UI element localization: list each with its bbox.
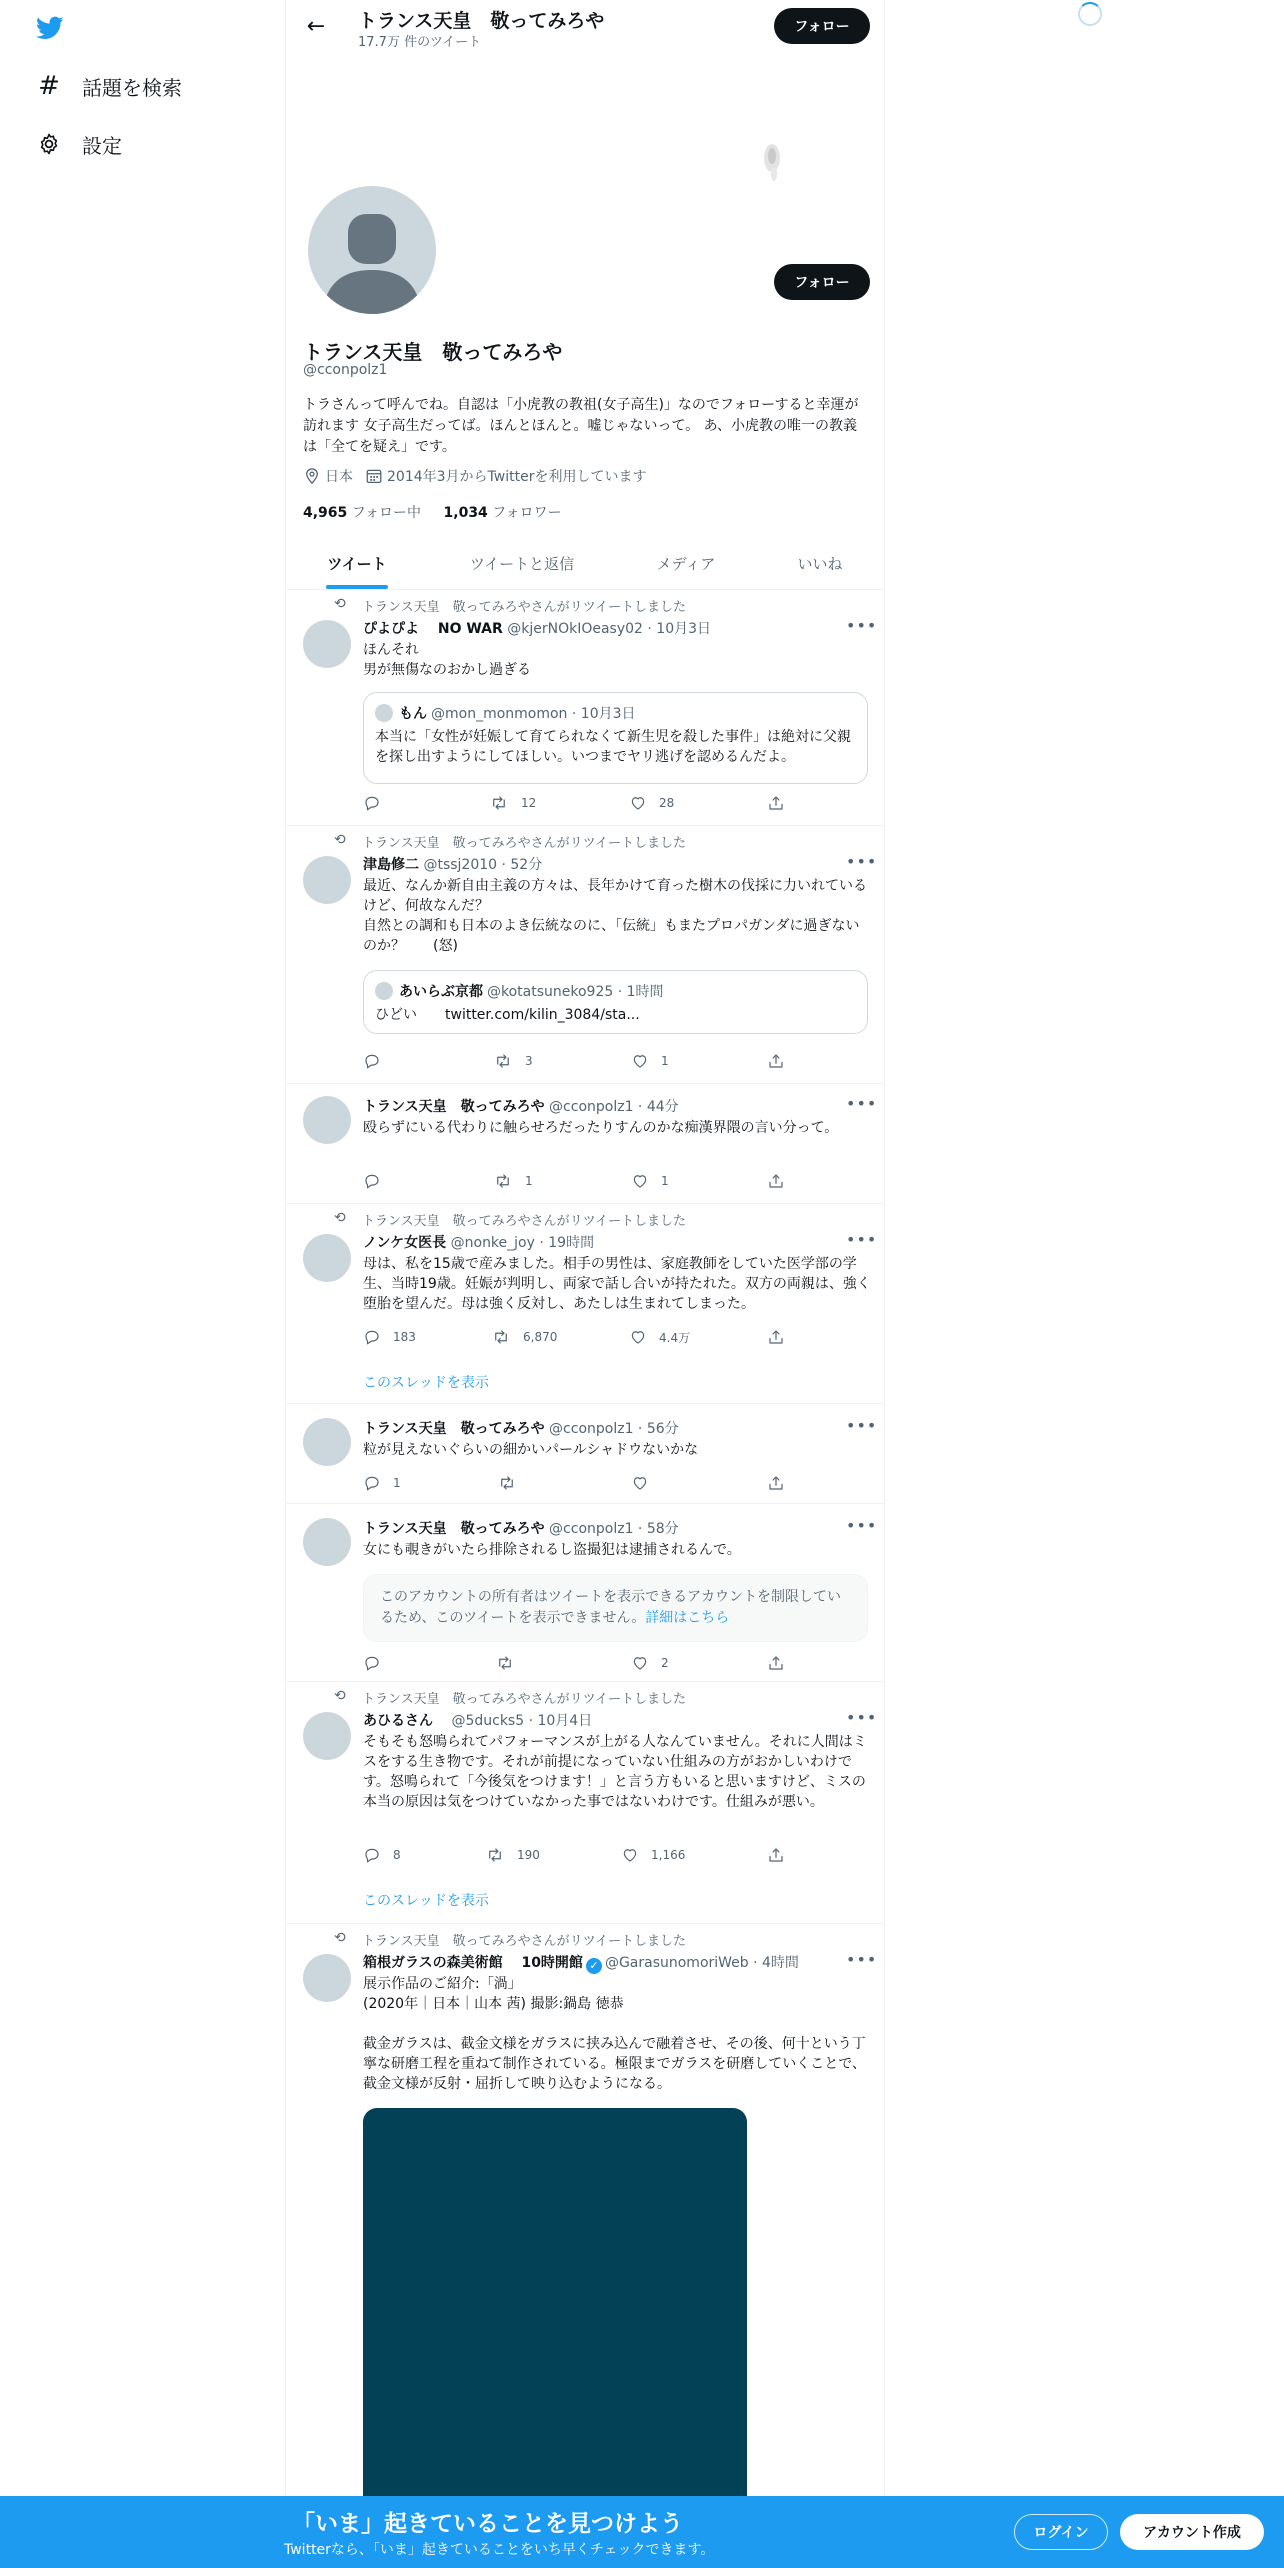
quote-header [375,703,856,723]
retweet-indicator-icon: ⟲ [334,1210,346,1226]
gear-icon [36,131,62,157]
retweet-icon [485,1846,505,1864]
like-button[interactable] [629,1328,690,1346]
tweet-header [363,1518,679,1538]
quote-text: 本当に「女性が妊娠して育てられなくて新生児を殺した事件」は絶対に父親を探し出すようにしてほしい。いつまでヤリ逃げを認めるんだよ。 [375,729,851,765]
restricted-tweet-notice [363,1574,868,1642]
share-button[interactable] [767,1654,797,1672]
tweet-header [363,1232,594,1252]
share-button[interactable] [767,1474,797,1492]
tweet-author-name[interactable]: トランス天皇 敬ってみろや [363,1521,545,1537]
reply-icon [363,1052,381,1070]
avatar[interactable] [303,1096,351,1144]
tweet[interactable] [286,1204,884,1404]
profile-counts [303,502,562,522]
signup-prompt-bar [0,2496,1284,2568]
retweet-button[interactable] [495,1654,527,1672]
tweet[interactable] [286,1504,884,1682]
heart-icon [631,1052,649,1070]
retweet-indicator-icon: ⟲ [334,1688,346,1704]
tweet-text: 母は、私を15歳で産みました。相手の男性は、家庭教師をしていた医学部の学生、当時19歳。妊娠が判明し、両家で話し合いが持たれた。双方の両親は、強く堕胎を望んだ。母は強く反対し、あたしは生まれてしまった。 [363,1256,871,1312]
tweet[interactable] [286,1924,884,2568]
retweet-count: 12 [521,796,537,810]
reply-icon [363,1328,381,1346]
like-button[interactable] [631,1052,669,1070]
tweet-text: ほんそれ 男が無傷なのおかし過ぎる [363,642,531,678]
signup-prompt-title: 「いま」起きていることを見つけよう [292,2511,683,2537]
share-button[interactable] [767,794,797,812]
heart-icon [631,1654,649,1672]
default-avatar-icon [308,186,436,314]
more-options-icon[interactable]: ••• [846,852,878,871]
tab-media[interactable]: メディア [656,555,716,573]
show-thread-link[interactable]: このスレッドを表示 [363,1375,489,1391]
tweet-header [363,1952,799,1974]
retweet-icon [495,1654,515,1672]
quote-author-handle: @mon_monmomon · 10月3日 [431,706,636,722]
tweet-author-name[interactable]: ぴよぴよ NO WAR [363,621,503,637]
nav-explore-label: 話題を検索 [82,75,182,100]
heart-icon [631,1474,649,1492]
heart-icon [629,794,647,812]
retweet-note: トランス天皇 敬ってみろやさんがリツイートしました [362,836,686,851]
tweet-text: 殴らずにいる代わりに触らせろだったりすんのかな痴漢界隈の言い分って。 [363,1120,839,1136]
avatar[interactable] [303,1418,351,1466]
retweet-count: 190 [517,1848,540,1862]
profile-follow-button[interactable]: フォロー [774,264,870,300]
tab-active-indicator [326,585,388,589]
quote-avatar [375,982,393,1000]
avatar[interactable] [303,1234,351,1282]
share-icon [767,1052,785,1070]
header-follow-button[interactable]: フォロー [774,8,870,44]
back-arrow-icon[interactable]: ← [306,13,326,39]
quote-tweet[interactable] [363,692,868,784]
tweet[interactable] [286,826,884,1084]
banner-smoke-image [746,134,796,194]
nav-settings[interactable] [36,124,122,164]
more-options-icon[interactable]: ••• [846,1516,878,1535]
tweet-author-handle[interactable]: @tssj2010 · 52分 [423,857,543,873]
retweet-indicator-icon: ⟲ [334,1930,346,1946]
profile-joined [365,466,646,486]
tweet-author-handle[interactable]: @cconpolz1 · 44分 [549,1099,679,1115]
retweet-count: 6,870 [523,1330,558,1344]
share-button[interactable] [767,1172,797,1190]
quote-avatar [375,704,393,722]
more-options-icon[interactable]: ••• [846,1416,878,1435]
tweet-actions [363,1474,803,1494]
like-count: 2 [661,1656,669,1670]
tweet-text: 展示作品のご紹介:「渦」 (2020年｜日本｜山本 茜) 撮影:鍋島 徳恭 截金ガラスは、截金文様をガラスに挟み込んで融着させ、その後、何十という丁寧な研磨工程を重ねて制作されている。極限までガラスを研磨していくことで、截金文様が反射・屈折して映り込むようになる。 [363,1976,866,2092]
quote-tweet[interactable] [363,970,868,1034]
following-count: 4,965 [303,505,348,521]
tweet-author-handle[interactable]: @kjerNOkIOeasy02 · 10月3日 [507,621,712,637]
share-icon [767,794,785,812]
tweet-actions [363,1052,803,1072]
signup-prompt-subtitle: Twitterなら、「いま」起きていることをいち早くチェックできます。 [284,2542,715,2558]
reply-button[interactable] [363,1846,401,1864]
more-options-icon[interactable]: ••• [846,1230,878,1249]
heart-icon [621,1846,639,1864]
tweet-text: 女にも覗きがいたら排除されるし盗撮犯は逮捕されるんで。 [363,1542,741,1558]
reply-icon [363,1846,381,1864]
tweet-author-name[interactable]: トランス天皇 敬ってみろや [363,1421,545,1437]
share-icon [767,1846,785,1864]
retweet-count: 1 [525,1174,533,1188]
share-icon [767,1474,785,1492]
retweet-button[interactable] [489,794,536,812]
like-count: 1 [661,1174,669,1188]
tweet-actions [363,1328,803,1348]
followers-link[interactable] [444,505,562,521]
reply-button[interactable] [363,1052,393,1070]
tweet-author-name[interactable]: トランス天皇 敬ってみろや [363,1099,545,1115]
profile-name: トランス天皇 敬ってみろや [303,340,563,364]
show-thread-link[interactable]: このスレッドを表示 [363,1893,489,1909]
avatar[interactable] [303,620,351,668]
retweet-icon [489,794,509,812]
like-button[interactable] [629,794,674,812]
retweet-button[interactable] [485,1846,540,1864]
learn-more-link[interactable]: 詳細はこちら [645,1610,730,1626]
tweet-actions [363,794,803,814]
retweet-button[interactable] [493,1172,533,1190]
profile-location-text: 日本 [325,469,353,485]
profile-location [303,466,353,486]
avatar[interactable] [303,856,351,904]
retweet-button[interactable] [493,1052,533,1070]
reply-icon [363,794,381,812]
share-button[interactable] [767,1052,797,1070]
like-count: 1,166 [651,1848,686,1862]
more-options-icon[interactable]: ••• [846,616,878,635]
tweet-actions [363,1654,803,1674]
verified-badge-icon: ✓ [586,1958,602,1974]
reply-button[interactable] [363,1654,393,1672]
like-button[interactable] [621,1846,685,1864]
heart-icon [631,1172,649,1190]
tweet-author-name[interactable]: ノンケ女医長 [363,1235,447,1251]
tweet-text: 最近、なんか新自由主義の方々は、長年かけて育った樹木の伐採に力いれているけど、何故なんだ？ 自然との調和も日本のよき伝統なのに、「伝統」もまたプロパガンダに過ぎないのか？ (怒) [363,878,867,954]
profile-bio: トラさんって呼んでね。自認は「小虎教の教祖(女子高生)」なのでフォローすると幸運が訪れます 女子高生だってば。ほんとほんと。嘘じゃないって。 あ、小虎教の唯一の教義は「全てを疑え」です。 [303,397,859,455]
tweet-header [363,854,542,874]
retweet-note: トランス天皇 敬ってみろやさんがリツイートしました [362,1934,686,1949]
share-icon [767,1172,785,1190]
retweet-indicator-icon: ⟲ [334,832,346,848]
reply-button[interactable] [363,1172,393,1190]
like-count: 1 [661,1054,669,1068]
login-button[interactable]: ログイン [1014,2514,1108,2550]
tweet-media-image[interactable] [363,2108,747,2528]
profile-handle: @cconpolz1 [303,362,388,378]
avatar[interactable] [303,1712,351,1760]
retweet-count: 3 [525,1054,533,1068]
retweet-button[interactable] [491,1328,557,1346]
left-navigation [0,0,285,2568]
nav-explore[interactable] [36,66,182,106]
reply-button[interactable] [363,1328,416,1346]
share-button[interactable] [767,1846,797,1864]
tweet-author-handle[interactable]: @cconpolz1 · 56分 [549,1421,679,1437]
profile-header-bar [286,0,884,52]
retweet-icon [497,1474,517,1492]
profile-avatar[interactable] [304,182,440,318]
avatar[interactable] [303,1518,351,1566]
tweet-author-handle[interactable]: @GarasunomoriWeb · 4時間 [604,1955,799,1971]
like-count: 28 [659,796,675,810]
tweet-author-name[interactable]: 箱根ガラスの森美術館 10時開館 [363,1955,583,1971]
location-pin-icon [303,467,321,485]
tweet-text: 粒が見えないぐらいの細かいパールシャドウないかな [363,1442,699,1458]
retweet-icon [493,1172,513,1190]
avatar[interactable] [303,1954,351,2002]
tweet-header [363,1096,679,1116]
retweet-icon [493,1052,513,1070]
tweet-actions [363,1846,803,1866]
retweet-indicator-icon: ⟲ [334,596,346,612]
share-icon [767,1328,785,1346]
more-options-icon[interactable]: ••• [846,1708,878,1727]
tab-likes[interactable]: いいね [797,555,843,573]
tweet-author-handle[interactable]: @nonke_joy · 19時間 [450,1235,595,1251]
quote-text: ひどい twitter.com/kilin_3084/sta... [375,1007,640,1023]
quote-author-handle: @kotatsuneko925 · 1時間 [487,984,664,1000]
profile-meta [303,466,658,486]
tweet-header [363,1710,592,1730]
tweet[interactable] [286,590,884,826]
retweet-note: トランス天皇 敬ってみろやさんがリツイートしました [362,600,686,615]
tab-tweets[interactable]: ツイート [327,555,387,573]
restricted-notice-text: このアカウントの所有者はツイートを表示できるアカウントを制限しているため、このツイートを表示できません。 [380,1589,842,1626]
like-button[interactable] [631,1654,669,1672]
profile-joined-text: 2014年3月からTwitterを利用しています [387,469,647,485]
reply-button[interactable] [363,1474,401,1492]
reply-icon [363,1654,381,1672]
quote-header [375,981,856,1001]
tweet-author-name[interactable]: あひるさん [363,1713,433,1729]
loading-spinner-icon [1078,2,1102,26]
calendar-icon [365,467,383,485]
quote-author-name: もん [399,706,427,722]
tweet-header [363,618,711,638]
nav-settings-label: 設定 [82,133,122,158]
tweet[interactable] [286,1682,884,1924]
like-count: 4.4万 [659,1330,691,1345]
followers-count: 1,034 [443,505,488,521]
following-link[interactable] [303,505,421,521]
reply-icon [363,1172,381,1190]
more-options-icon[interactable]: ••• [846,1950,878,1969]
header-profile-name: トランス天皇 敬ってみろや [358,10,605,32]
retweet-icon [491,1328,511,1346]
tweet[interactable] [286,1404,884,1504]
reply-count: 8 [393,1848,401,1862]
tweet-header [363,1418,679,1438]
profile-tabs [286,537,884,590]
like-button[interactable] [631,1474,661,1492]
quote-author-name: あいらぶ京都 [399,984,483,1000]
hashtag-icon: # [38,71,60,101]
reply-button[interactable] [363,794,393,812]
header-tweet-count: 17.7万 件のツイート [358,35,482,50]
like-button[interactable] [631,1172,669,1190]
retweet-note: トランス天皇 敬ってみろやさんがリツイートしました [362,1214,686,1229]
tweet-text: そもそも怒鳴られてパフォーマンスが上がる人なんていません。それに人間はミスをする生き物です。それが前提になっていない仕組みの方がおかしいわけです。怒鳴られて「今後気をつけます！」と言う方もいると思いますけど、ミスの本当の原因は気をつけていなかった事ではないわけです。仕組みが悪い。 [363,1734,867,1810]
heart-icon [629,1328,647,1346]
share-button[interactable] [767,1328,797,1346]
twitter-logo-icon[interactable] [34,14,66,42]
more-options-icon[interactable]: ••• [846,1094,878,1113]
tweet-author-handle[interactable]: @cconpolz1 · 58分 [549,1521,679,1537]
signup-button[interactable]: アカウント作成 [1120,2514,1264,2550]
tab-tweets-and-replies[interactable]: ツイートと返信 [469,555,575,573]
main-column [285,0,885,2568]
reply-count: 183 [393,1330,416,1344]
tweet-author-handle[interactable]: @5ducks5 · 10月4日 [437,1713,593,1729]
tweet[interactable] [286,1084,884,1204]
tweet-actions [363,1172,803,1192]
following-label: フォロー中 [351,505,422,521]
retweet-button[interactable] [497,1474,529,1492]
followers-label: フォロワー [492,505,562,521]
reply-icon [363,1474,381,1492]
retweet-note: トランス天皇 敬ってみろやさんがリツイートしました [362,1692,686,1707]
share-icon [767,1654,785,1672]
reply-count: 1 [393,1476,401,1490]
tweet-author-name[interactable]: 津島修二 [363,857,419,873]
